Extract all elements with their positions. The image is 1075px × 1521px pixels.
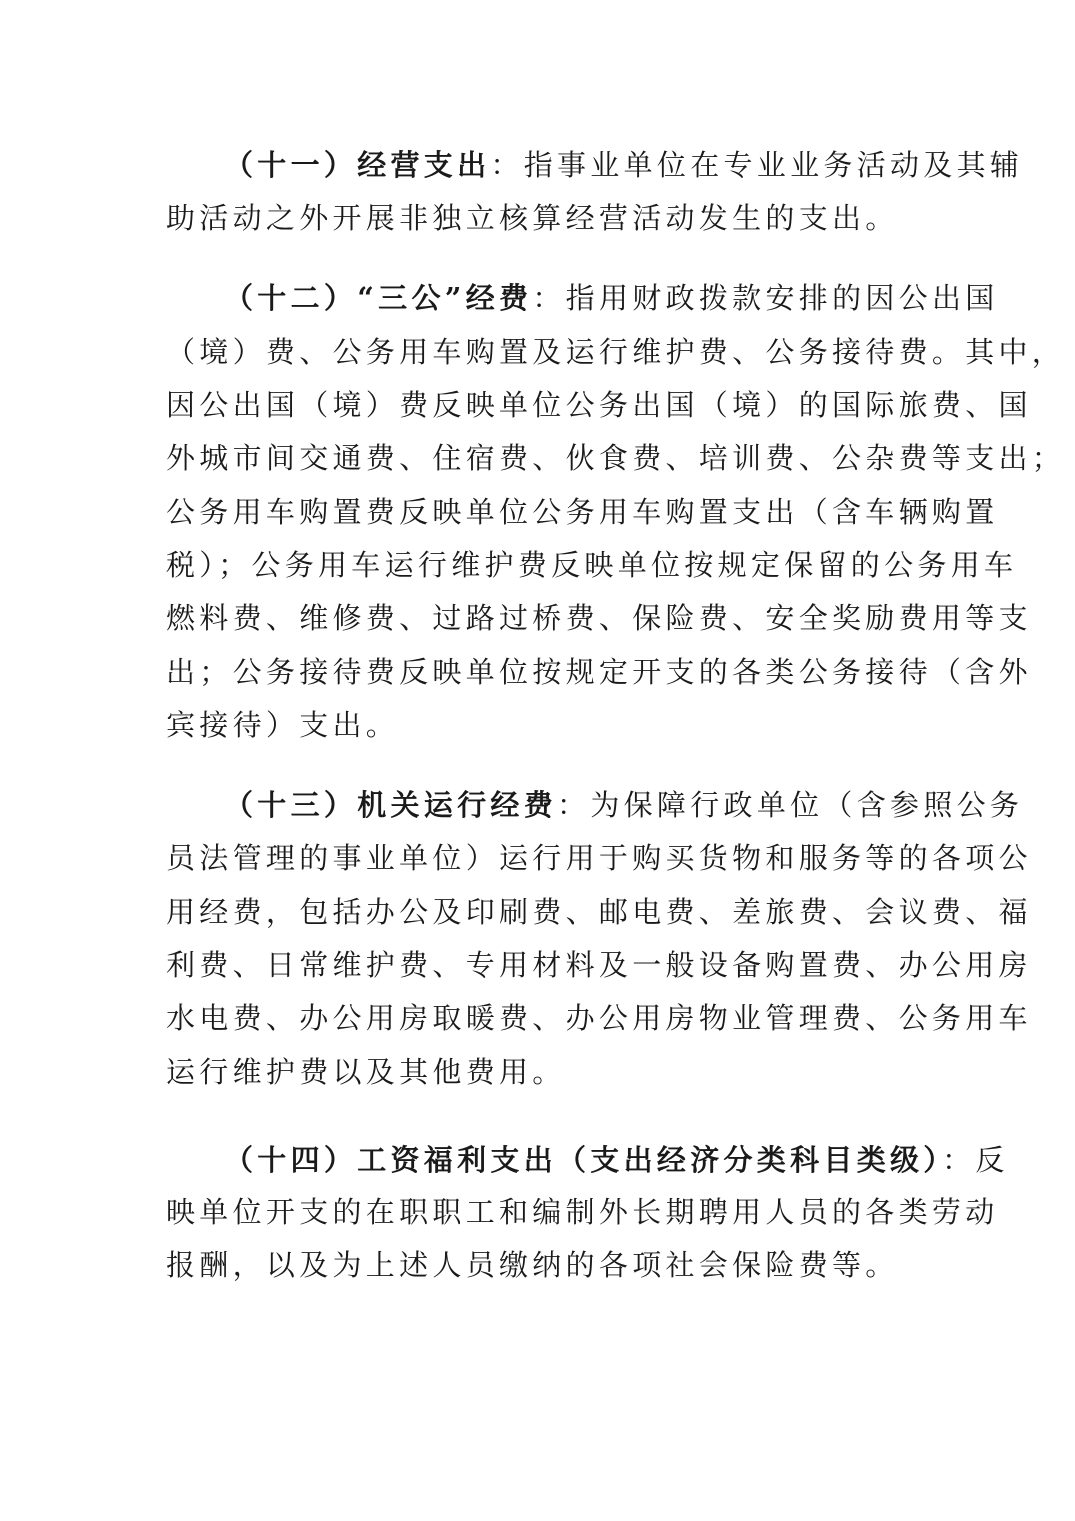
paragraph-14-line-1 bbox=[224, 1140, 1009, 1180]
paragraph-12-term: （十二）“三公”经费 bbox=[224, 281, 533, 315]
paragraph-13-line-2: 员法管理的事业单位）运行用于购买货物和服务等的各项公 bbox=[166, 841, 1032, 875]
paragraph-13-term: （十三）机关运行经费 bbox=[224, 788, 558, 822]
paragraph-13-line-1 bbox=[224, 785, 1024, 825]
paragraph-11-line-2: 助活动之外开展非独立核算经营活动发生的支出。 bbox=[166, 201, 899, 235]
paragraph-12-line-1 bbox=[224, 278, 999, 318]
paragraph-12-line-8: 出；公务接待费反映单位按规定开支的各类公务接待（含外 bbox=[166, 655, 1032, 689]
paragraph-13-line-6: 运行维护费以及其他费用。 bbox=[166, 1055, 566, 1089]
paragraph-12-line-2: （境）费、公务用车购置及运行维护费、公务接待费。其中， bbox=[166, 335, 1066, 369]
paragraph-13-line-5: 水电费、办公用房取暖费、办公用房物业管理费、公务用车 bbox=[166, 1001, 1032, 1035]
paragraph-13-line-4: 利费、日常维护费、专用材料及一般设备购置费、办公用房 bbox=[166, 948, 1032, 982]
paragraph-14-line-3: 报酬，以及为上述人员缴纳的各项社会保险费等。 bbox=[166, 1248, 899, 1282]
paragraph-12-text: ：指用财政拨款安排的因公出国 bbox=[532, 281, 999, 315]
paragraph-12-line-6: 税）；公务用车运行维护费反映单位按规定保留的公务用车 bbox=[166, 548, 1018, 582]
paragraph-12-line-9: 宾接待）支出。 bbox=[166, 708, 400, 742]
paragraph-14-text: ：反 bbox=[942, 1143, 1009, 1177]
paragraph-13-line-3: 用经费，包括办公及印刷费、邮电费、差旅费、会议费、福 bbox=[166, 895, 1032, 929]
paragraph-11-text: ：指事业单位在专业业务活动及其辅 bbox=[490, 148, 1024, 182]
paragraph-11-term: （十一）经营支出 bbox=[224, 148, 491, 182]
paragraph-13-text: ：为保障行政单位（含参照公务 bbox=[557, 788, 1024, 822]
paragraph-12-line-4: 外城市间交通费、住宿费、伙食费、培训费、公杂费等支出； bbox=[166, 441, 1066, 475]
paragraph-12-line-3: 因公出国（境）费反映单位公务出国（境）的国际旅费、国 bbox=[166, 388, 1032, 422]
paragraph-12-line-7: 燃料费、维修费、过路过桥费、保险费、安全奖励费用等支 bbox=[166, 601, 1032, 635]
paragraph-14-line-2: 映单位开支的在职职工和编制外长期聘用人员的各类劳动 bbox=[166, 1195, 999, 1229]
paragraph-14-term: （十四）工资福利支出（支出经济分类科目类级） bbox=[224, 1143, 943, 1177]
paragraph-12-line-5: 公务用车购置费反映单位公务用车购置支出（含车辆购置 bbox=[166, 495, 999, 529]
paragraph-11-line-1 bbox=[224, 145, 1024, 185]
